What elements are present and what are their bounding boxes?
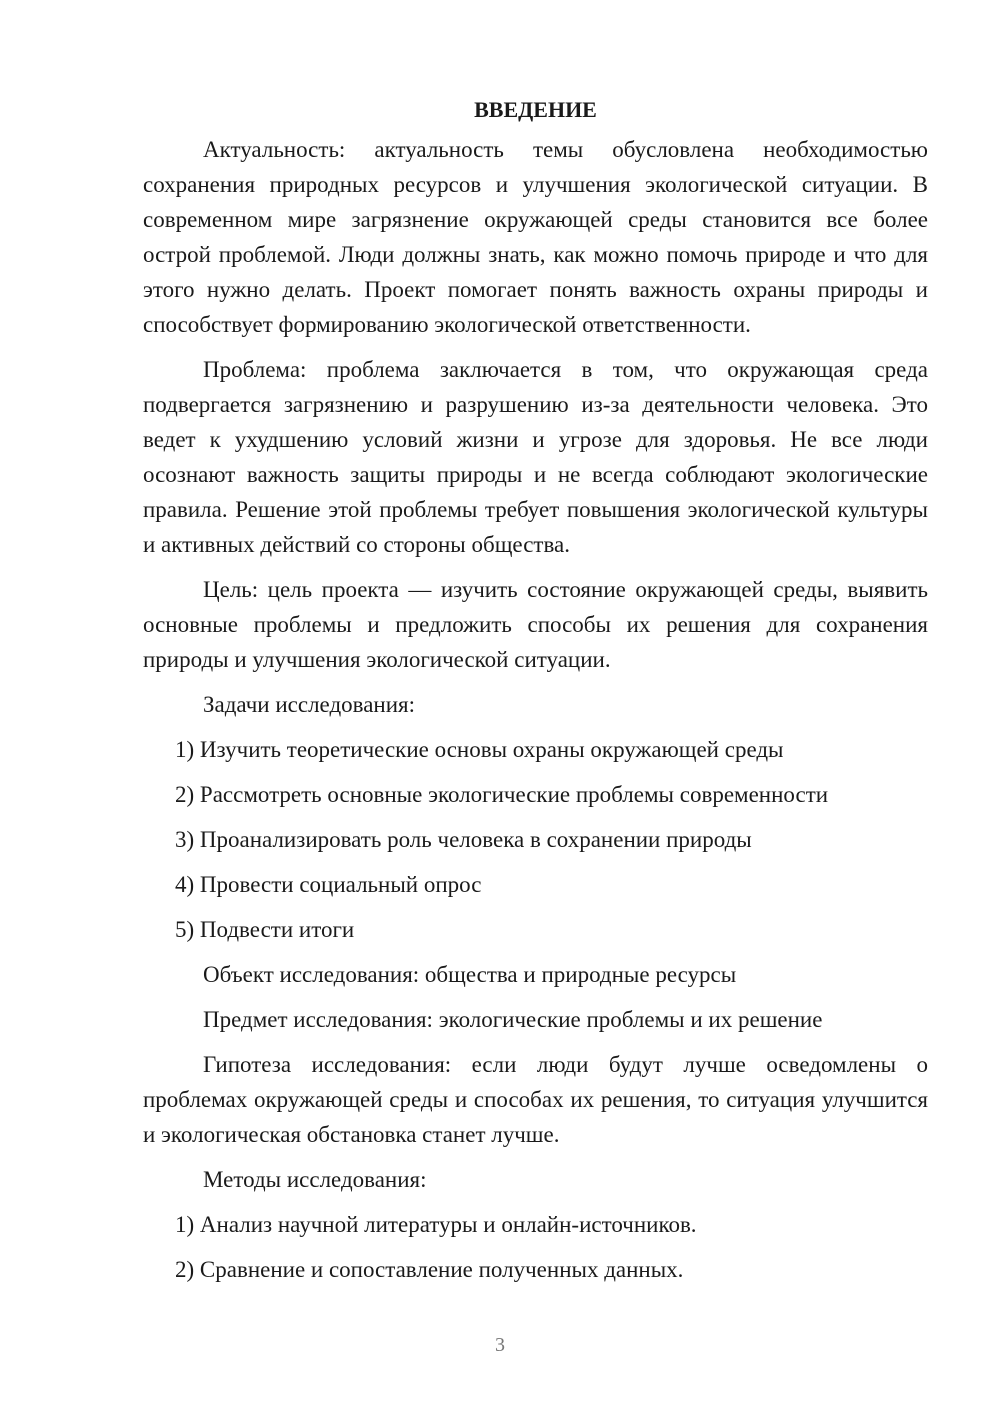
task-item: 1) Изучить теоретические основы охраны окружающей среды [175,737,784,762]
method-item: 2) Сравнение и сопоставление полученных данных. [175,1257,684,1282]
section-heading: ВВЕДЕНИЕ [474,97,597,122]
method-item: 1) Анализ научной литературы и онлайн-источников. [175,1212,697,1237]
page-number: 3 [495,1334,505,1356]
goal-paragraph: Цель: цель проекта — изучить состояние окружающей среды, выявить основные проблемы и предложить способы их решения для сохранения природы и улучшения экологической ситуации. [143,577,928,672]
hypothesis-paragraph: Гипотеза исследования: если люди будут лучше осведомлены о проблемах окружающей среды и способах их решения, то ситуация улучшится и экологическая обстановка станет лучше. [143,1052,928,1147]
methods-label: Методы исследования: [203,1167,427,1192]
tasks-label: Задачи исследования: [203,692,416,717]
research-subject: Предмет исследования: экологические проблемы и их решение [203,1007,823,1032]
research-object: Объект исследования: общества и природные ресурсы [203,962,737,987]
task-item: 4) Провести социальный опрос [175,872,482,897]
task-item: 3) Проанализировать роль человека в сохранении природы [175,827,752,852]
task-item: 2) Рассмотреть основные экологические проблемы современности [175,782,829,807]
task-item: 5) Подвести итоги [175,917,355,942]
relevance-paragraph: Актуальность: актуальность темы обусловлена необходимостью сохранения природных ресурсов и улучшения экологической ситуации. В современном мире загрязнение окружающей среды становится все более острой проблемой. Люди должны знать, как можно помочь природе и что для этого нужно делать. Проект помогает понять важность охраны природы и способствует формированию экологической ответственности. [143,137,928,337]
document-body [143,92,928,1297]
problem-paragraph: Проблема: проблема заключается в том, что окружающая среда подвергается загрязнению и разрушению из-за деятельности человека. Это ведет к ухудшению условий жизни и угрозе для здоровья. Не все люди осознают важность защиты природы и не всегда соблюдают экологические правила. Решение этой проблемы требует повышения экологической культуры и активных действий со стороны общества. [143,357,928,557]
